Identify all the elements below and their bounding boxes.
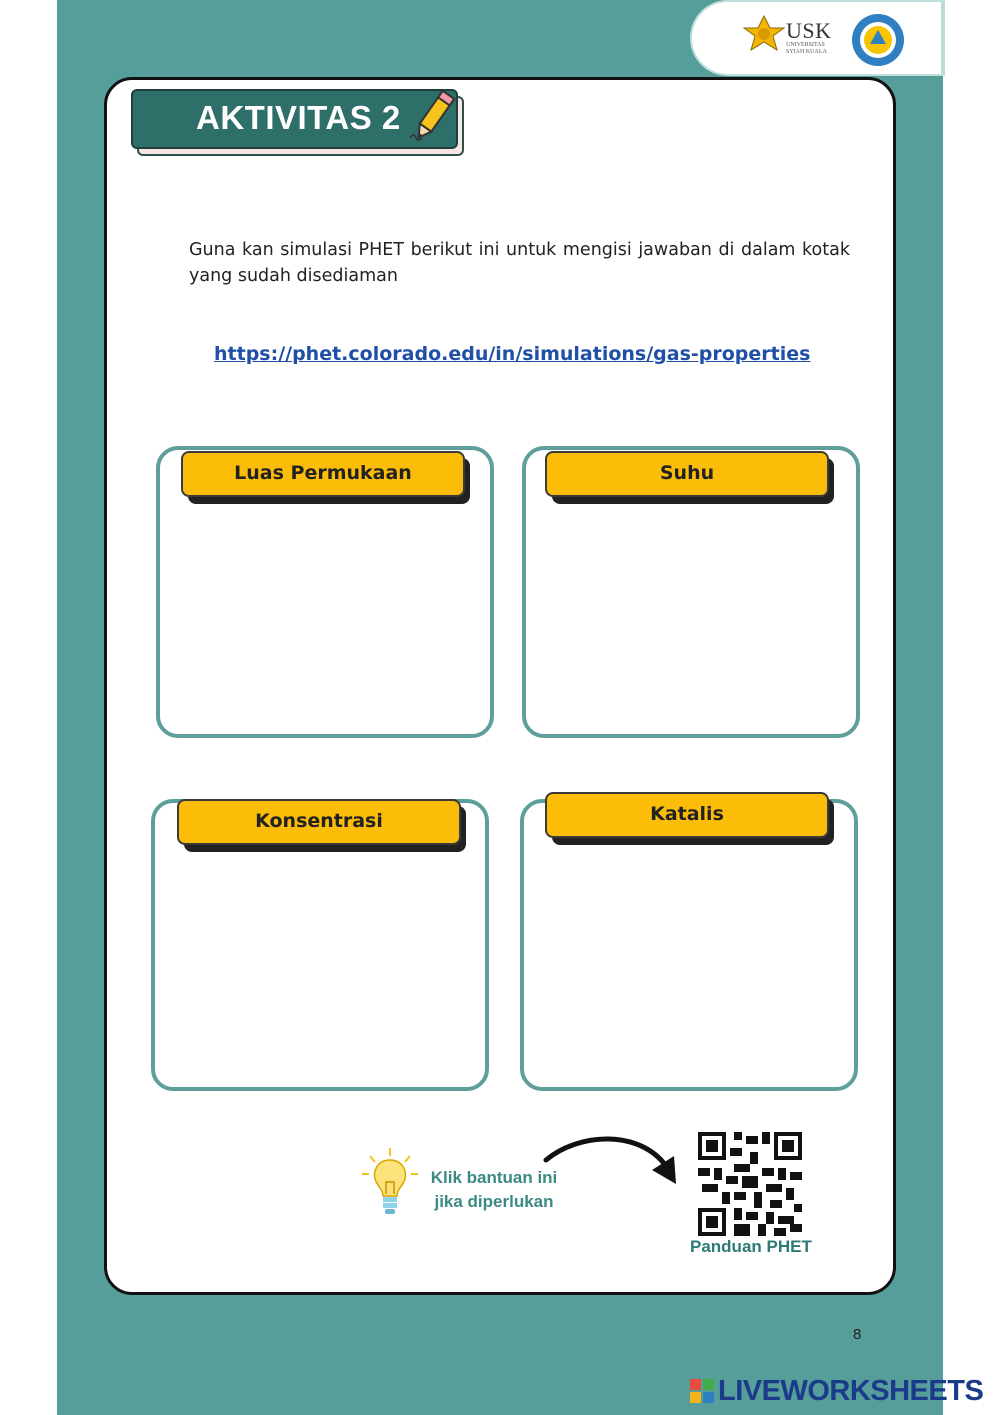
pencil-icon — [406, 88, 460, 146]
instruction-text: Guna kan simulasi PHET berikut ini untuk mengisi jawaban di dalam kotak yang sudah disediaman — [189, 240, 850, 286]
qr-code-icon[interactable] — [698, 1132, 802, 1236]
activity-title: AKTIVITAS 2 — [196, 99, 401, 136]
label-suhu: Suhu — [545, 451, 829, 497]
usk-logo-text: USK — [786, 18, 832, 43]
help-text-line1: Klik bantuan ini — [430, 1168, 558, 1187]
kemdikbud-logo-icon — [850, 12, 906, 68]
liveworksheets-watermark — [690, 1373, 983, 1409]
curved-arrow-icon — [540, 1130, 685, 1190]
label-konsentrasi: Konsentrasi — [177, 799, 461, 845]
qr-label: Panduan PHET — [690, 1237, 812, 1256]
liveworksheets-logo-icon — [690, 1379, 714, 1403]
label-luas-permukaan: Luas Permukaan — [181, 451, 465, 497]
label-katalis: Katalis — [545, 792, 829, 838]
lightbulb-icon — [362, 1148, 418, 1220]
liveworksheets-text: LIVEWORKSHEETS — [718, 1374, 984, 1407]
usk-logo-subtext: UNIVERSITAS SYIAH KUALA — [786, 42, 827, 55]
page-number: 8 — [853, 1326, 862, 1343]
help-text-line2: jika diperlukan — [434, 1192, 554, 1211]
phet-simulation-link[interactable]: https://phet.colorado.edu/in/simulations/gas-properties — [214, 343, 811, 365]
